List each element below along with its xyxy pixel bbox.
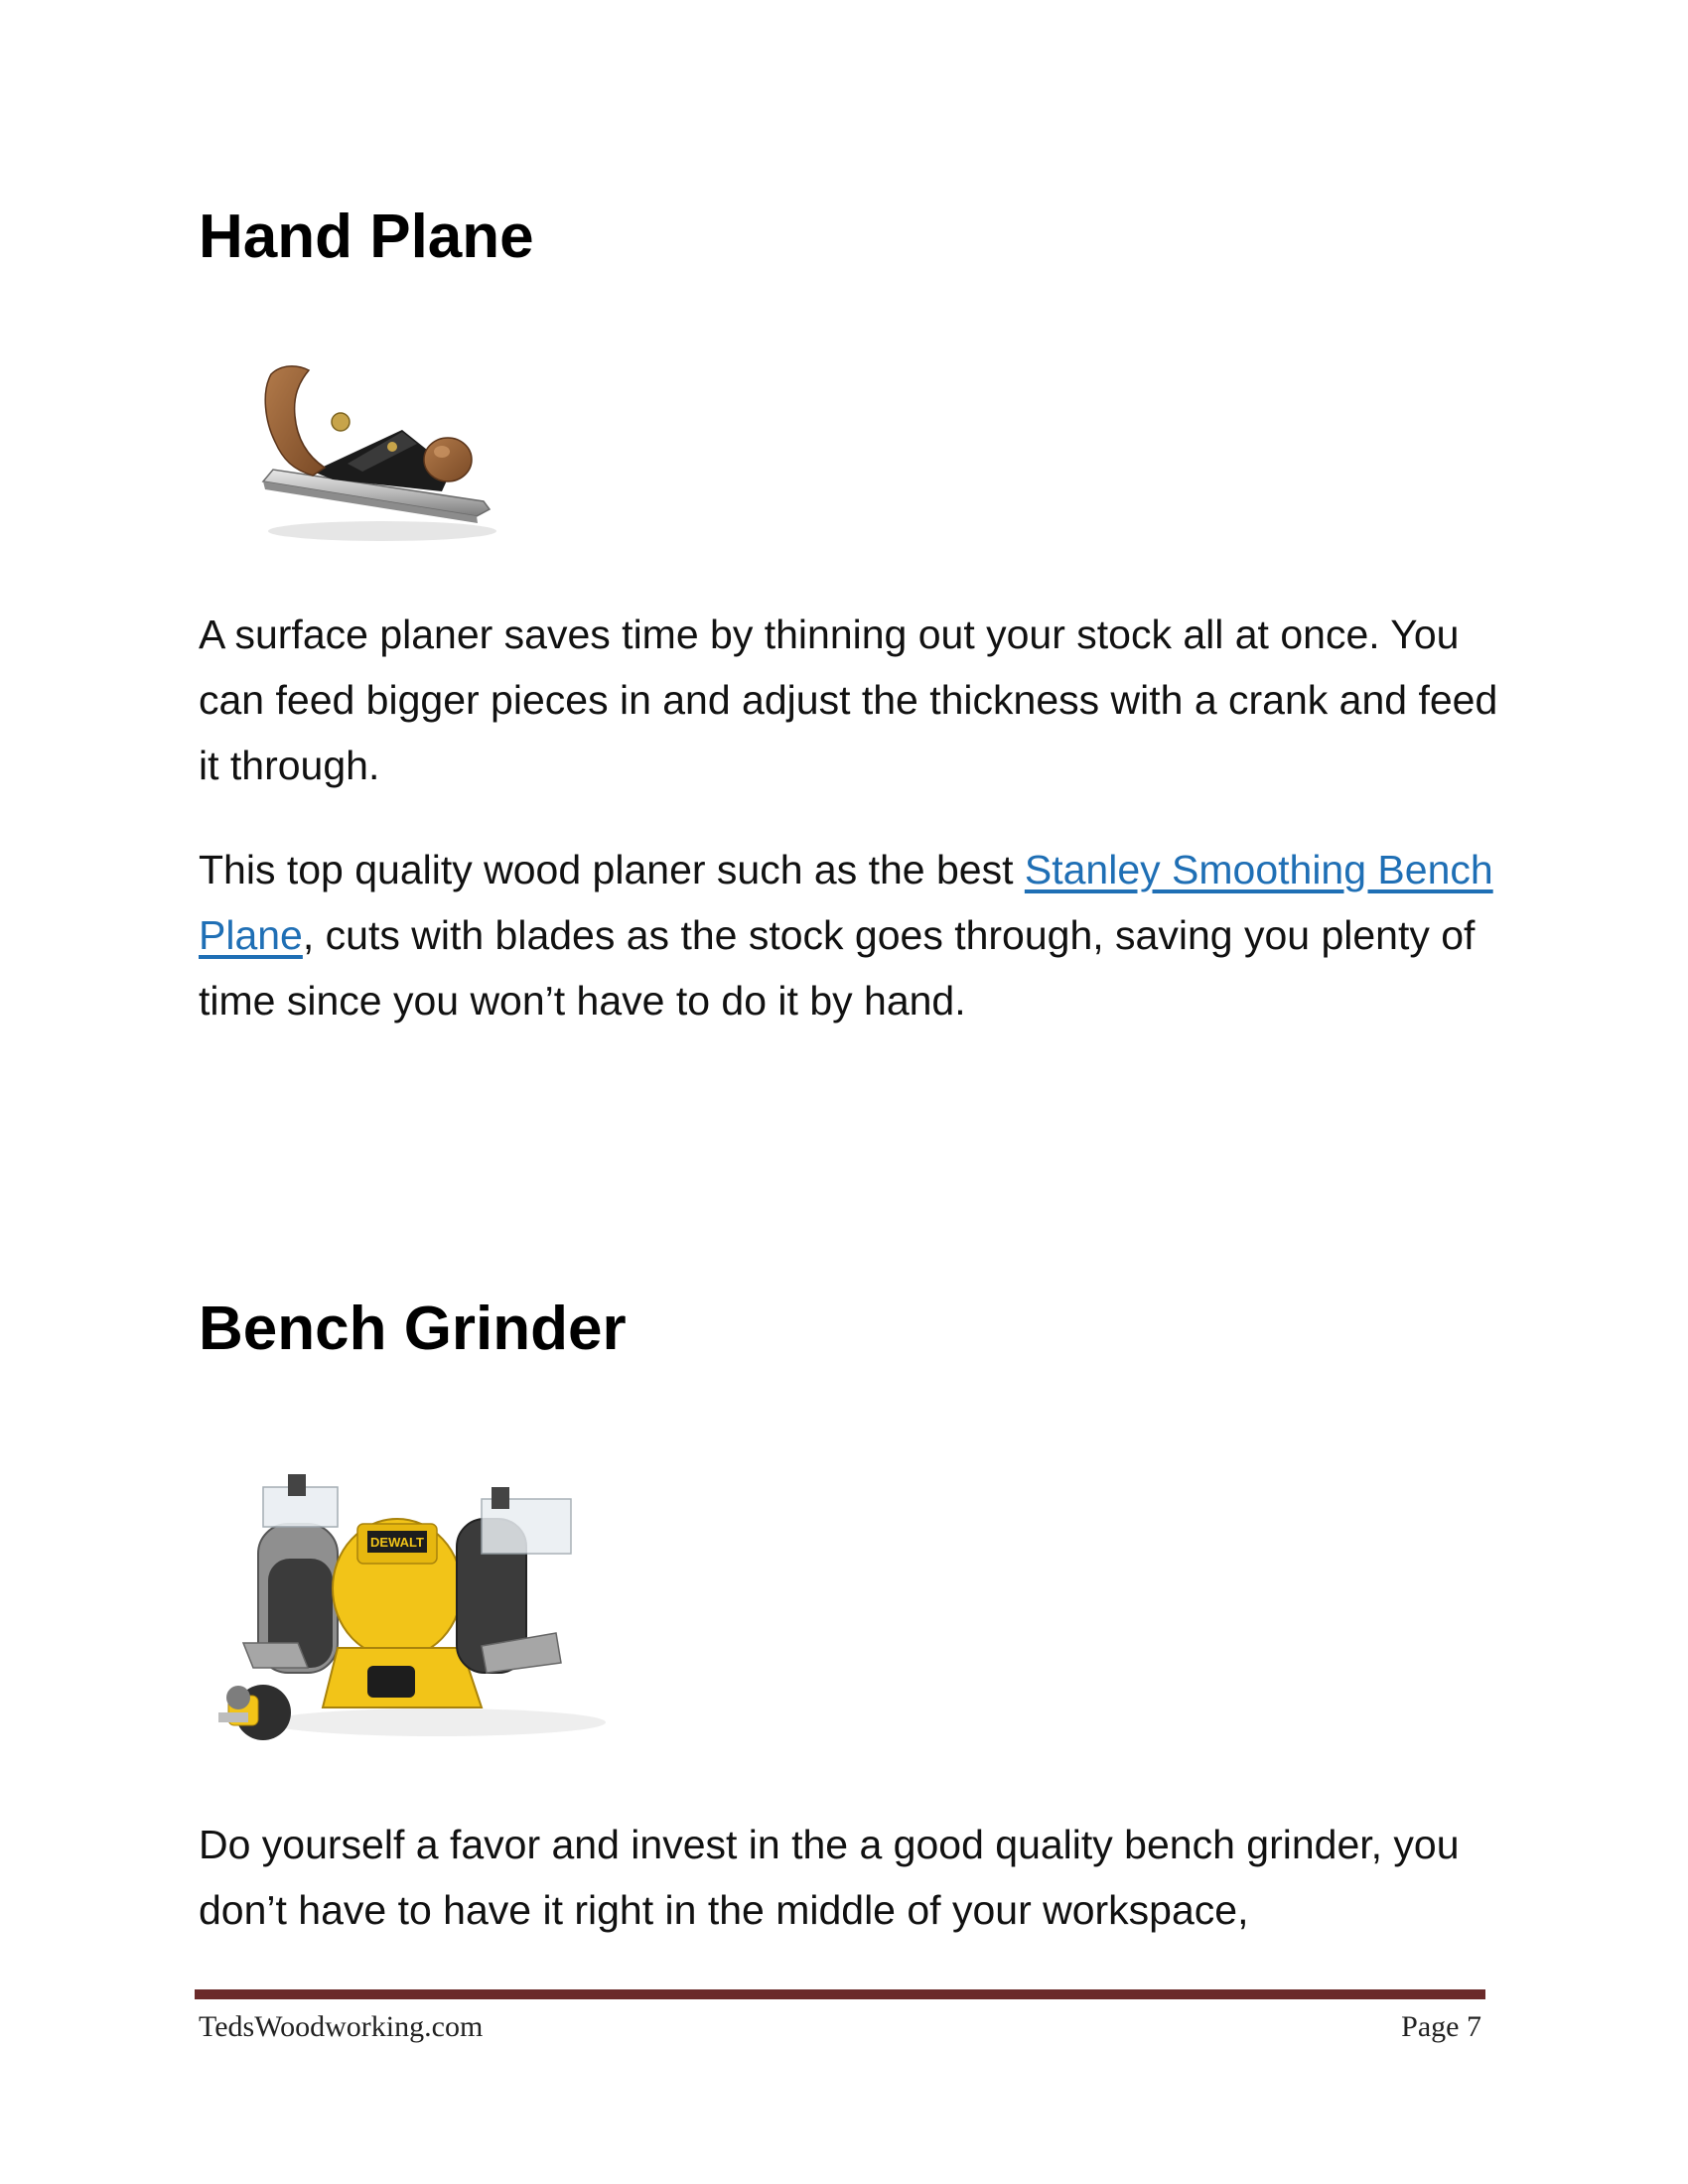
section-title-hand-plane: Hand Plane	[199, 203, 534, 271]
paragraph-stanley-plane	[199, 837, 1509, 1033]
footer-rule	[195, 1989, 1485, 1999]
section-title-bench-grinder: Bench Grinder	[199, 1295, 627, 1363]
stanley-smoothing-bench-plane-link[interactable]: Stanley Smoothing Bench Plane	[199, 847, 1493, 958]
hand-plane-image	[253, 352, 501, 551]
paragraph-surface-planer: A surface planer saves time by thinning out your stock all at once. You can feed bigger pieces in and adjust the thickness with a crank and feed it through.	[199, 612, 1498, 788]
paragraph-bench-grinder: Do yourself a favor and invest in the a good quality bench grinder, you don’t have to have it right in the middle of your workspace,	[199, 1822, 1460, 1933]
paragraph-text-before-link: This top quality wood planer such as the best	[199, 847, 1025, 892]
brand-label: DEWALT	[370, 1535, 424, 1550]
bench-grinder-image	[218, 1469, 616, 1767]
footer-site-name: TedsWoodworking.com	[199, 2010, 484, 2043]
footer-page-number: Page 7	[1401, 2010, 1481, 2043]
paragraph-text-after-link: , cuts with blades as the stock goes through, saving you plenty of time since you won’t have to do it by hand.	[199, 912, 1476, 1024]
